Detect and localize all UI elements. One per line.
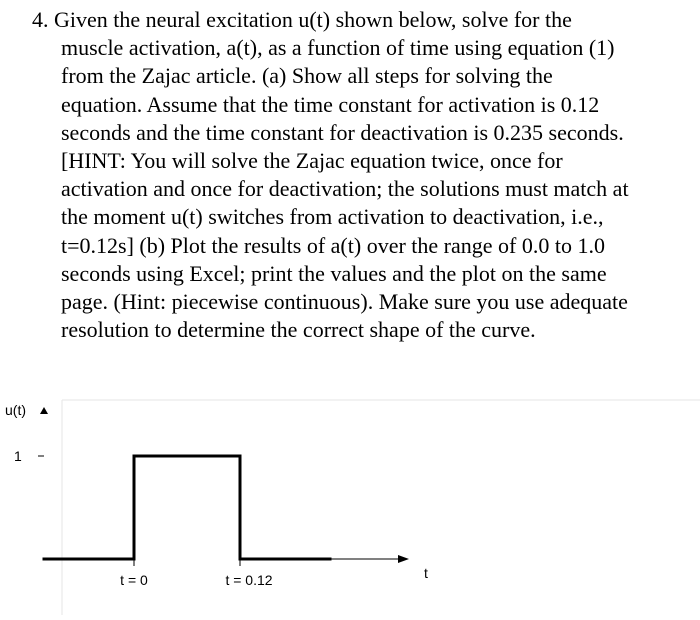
- problem-line: 4. Given the neural excitation u(t) shown below, solve for the: [32, 7, 572, 32]
- excitation-figure: [0, 385, 700, 615]
- problem-line: [HINT: You will solve the Zajac equation twice, once for: [61, 148, 563, 174]
- problem-statement: [32, 6, 694, 344]
- signal-layer: [44, 456, 330, 559]
- problem-line: from the Zajac article. (a) Show all steps for solving the: [61, 63, 553, 89]
- problem-line: t=0.12s] (b) Plot the results of a(t) over the range of 0.0 to 1.0: [61, 232, 605, 258]
- y-axis-arrowhead: [40, 407, 48, 414]
- problem-line: page. (Hint: piecewise continuous). Make sure you use adequate: [61, 289, 628, 315]
- problem-line: muscle activation, a(t), as a function of time using equation (1): [61, 35, 615, 61]
- y-tick-label: 1: [14, 448, 22, 464]
- problem-line: seconds using Excel; print the values and the plot on the same: [61, 260, 607, 286]
- problem-line: the moment u(t) switches from activation to deactivation, i.e.,: [61, 204, 604, 230]
- problem-line: seconds and the time constant for deactivation is 0.235 seconds.: [61, 119, 624, 145]
- pulse-chart: [0, 385, 700, 615]
- problem-line: activation and once for deactivation; the solutions must match at: [61, 176, 629, 202]
- problem-line: equation. Assume that the time constant for activation is 0.12: [61, 91, 600, 117]
- x-axis-label: t: [424, 565, 428, 581]
- y-axis-label: u(t): [5, 402, 26, 418]
- x-tick-label: t = 0.12: [225, 572, 273, 588]
- problem-line: resolution to determine the correct shape of the curve.: [61, 317, 536, 343]
- x-tick-label: t = 0: [120, 572, 148, 588]
- x-axis-arrowhead: [398, 555, 409, 563]
